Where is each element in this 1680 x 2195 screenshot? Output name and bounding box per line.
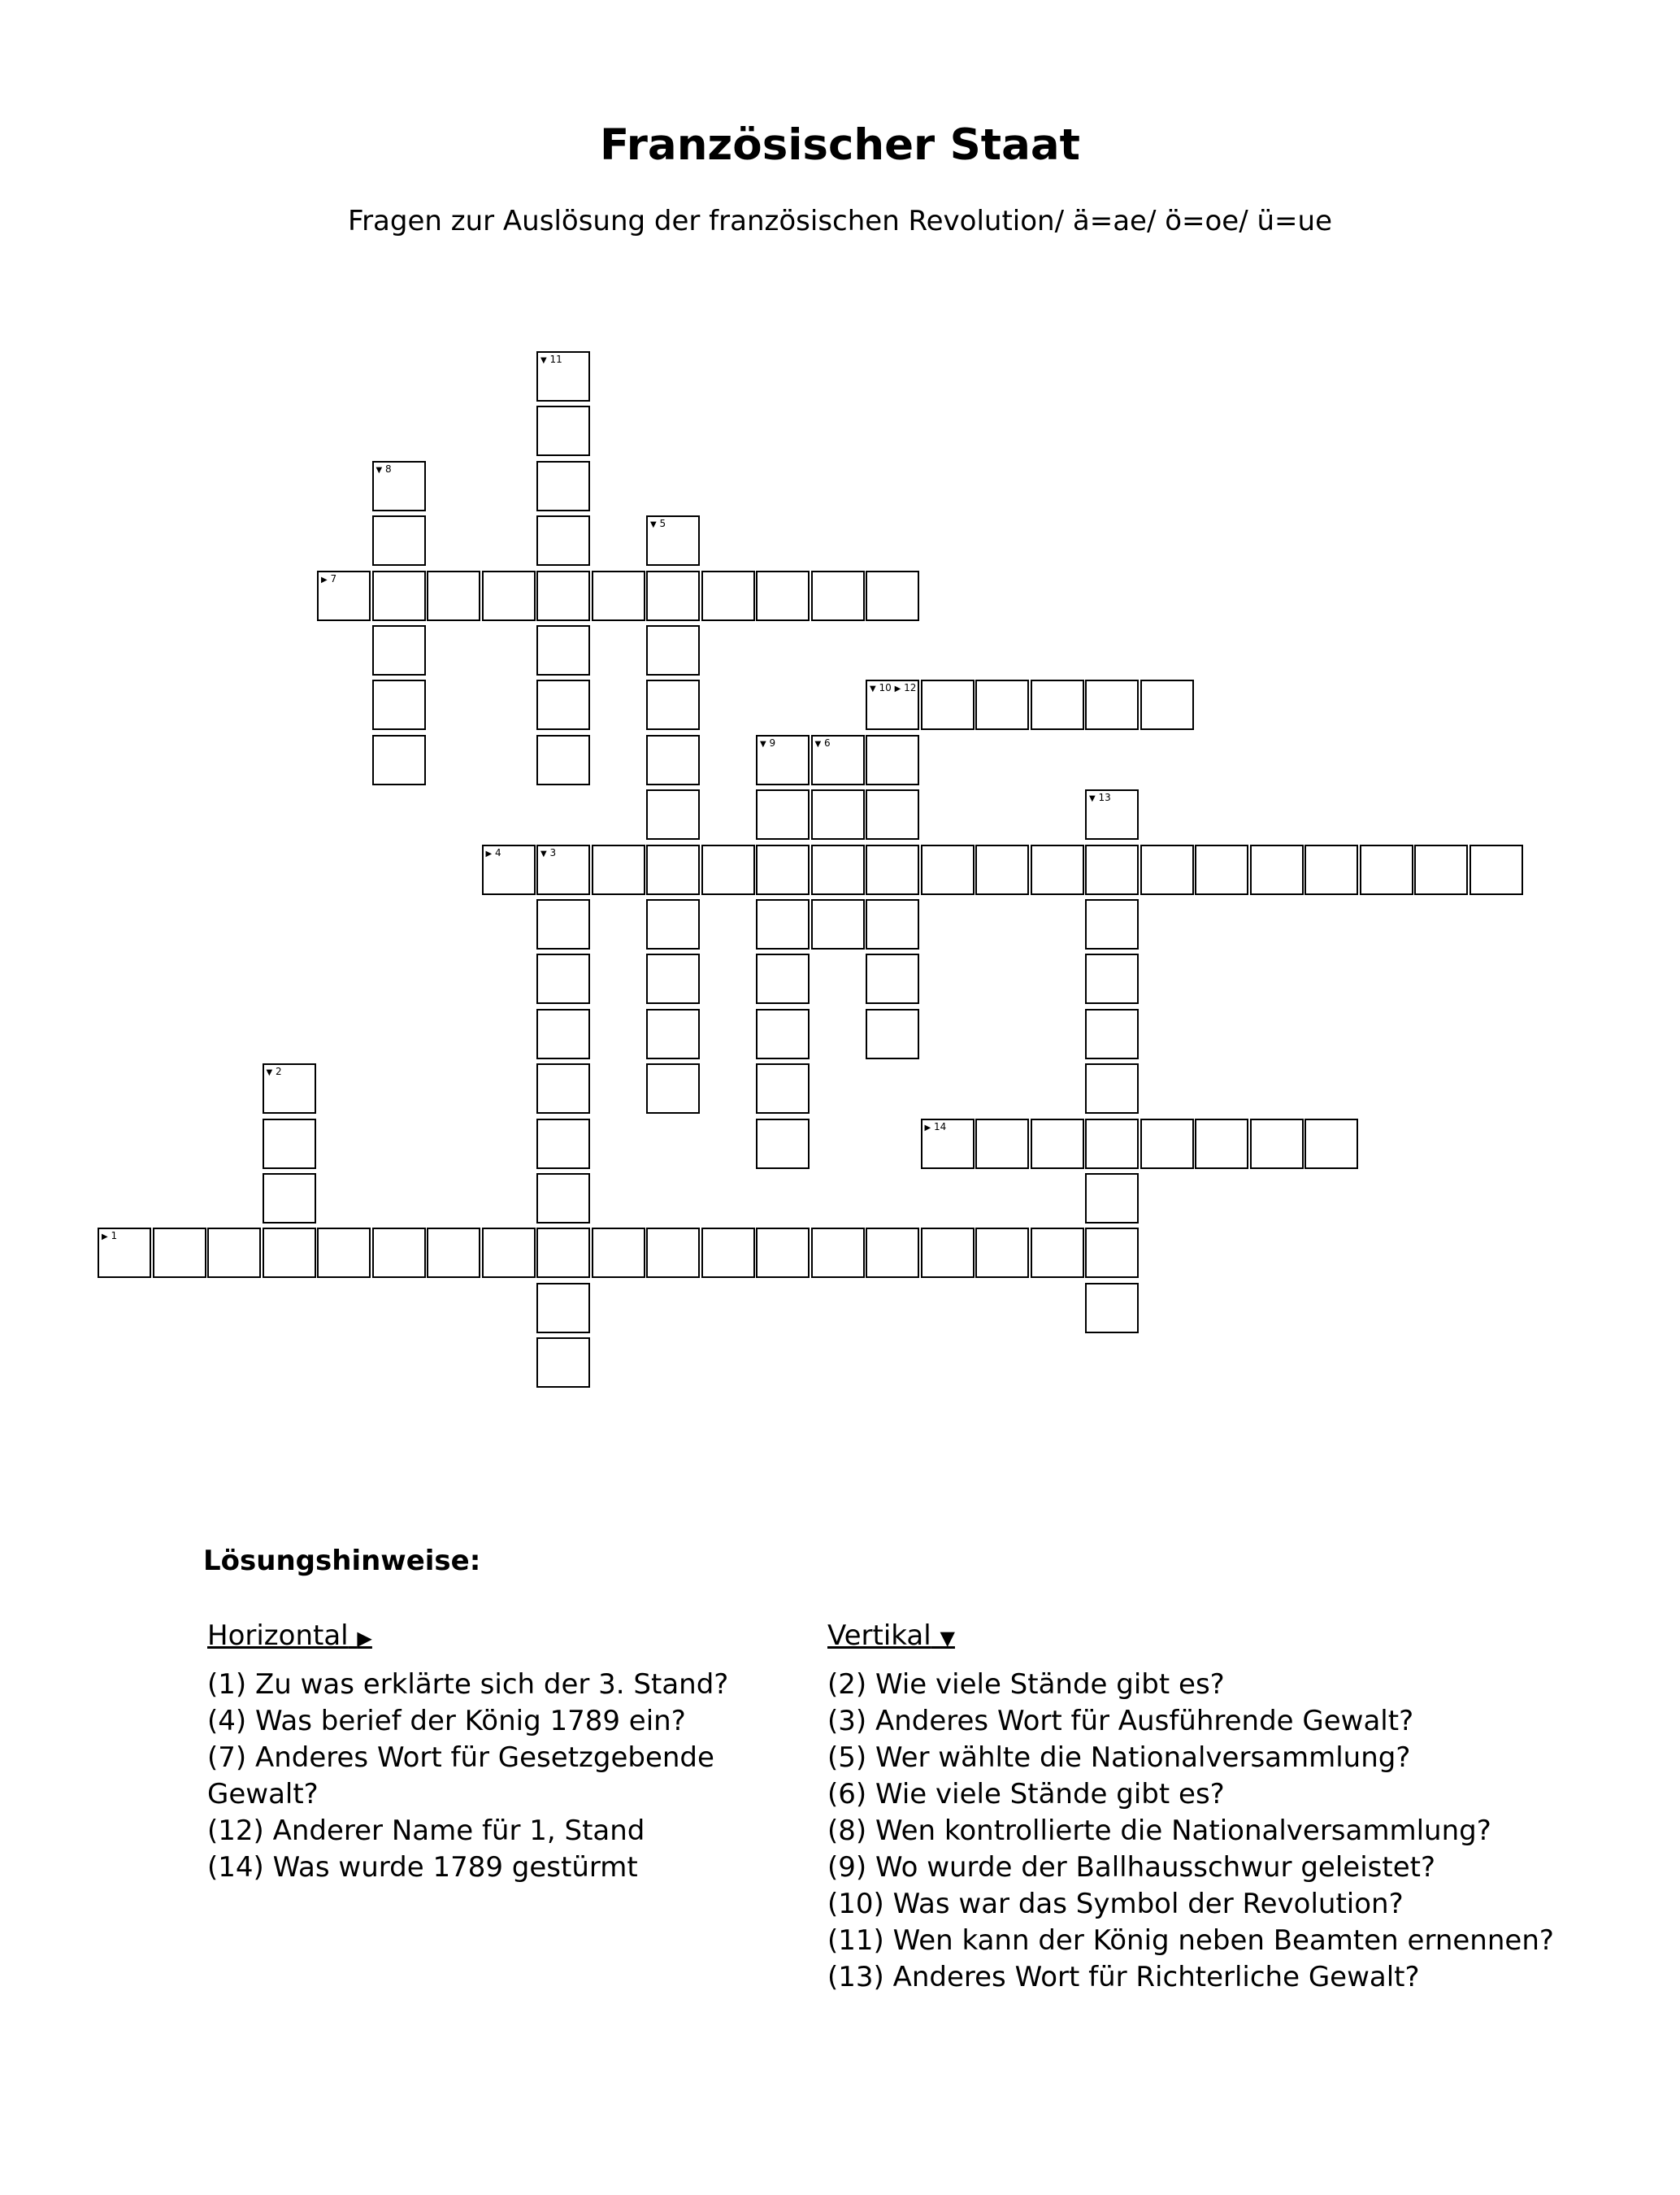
horizontal-clue: (7) Anderes Wort für Gesetzgebende Gewalt?: [207, 1741, 714, 1810]
crossword-cell[interactable]: [482, 571, 536, 621]
crossword-cell[interactable]: [1085, 845, 1139, 895]
crossword-cell[interactable]: [811, 571, 865, 621]
clue-number: [760, 737, 775, 750]
crossword-cell[interactable]: [592, 571, 645, 621]
triangle-right-icon: ▶: [357, 1627, 372, 1650]
triangle-down-icon: ▼: [376, 465, 383, 475]
crossword-cell[interactable]: [372, 625, 426, 676]
crossword-cell[interactable]: [317, 571, 371, 621]
triangle-down-icon: ▼: [540, 356, 547, 365]
crossword-cell[interactable]: [811, 1228, 865, 1278]
crossword-cell[interactable]: [1085, 1119, 1139, 1169]
crossword-cell[interactable]: [317, 1228, 371, 1278]
crossword-cell[interactable]: [646, 515, 700, 566]
clue-number-text: 2: [272, 1066, 282, 1078]
crossword-cell[interactable]: [1414, 845, 1468, 895]
triangle-right-icon: ▶: [924, 1123, 931, 1132]
crossword-cell[interactable]: [975, 680, 1029, 730]
clue-number-text: 6: [821, 737, 831, 749]
crossword-cell[interactable]: [427, 1228, 480, 1278]
crossword-cell[interactable]: [536, 1063, 590, 1114]
crossword-cell[interactable]: [756, 789, 810, 840]
crossword-cell[interactable]: [536, 625, 590, 676]
triangle-down-icon: ▼: [760, 739, 766, 749]
crossword-cell[interactable]: [646, 789, 700, 840]
crossword-cell[interactable]: [536, 351, 590, 402]
clue-number: [321, 573, 336, 586]
crossword-cell[interactable]: [1031, 1119, 1084, 1169]
crossword-cell[interactable]: [756, 571, 810, 621]
clue-number: [267, 1066, 282, 1079]
clue-number: [1089, 792, 1111, 805]
horizontal-title-text: Horizontal: [207, 1619, 349, 1652]
vertical-clue: (3) Anderes Wort für Ausführende Gewalt?: [827, 1705, 1414, 1737]
crossword-cell[interactable]: [975, 1228, 1029, 1278]
crossword-cell[interactable]: [646, 571, 700, 621]
crossword-cell[interactable]: [866, 680, 919, 730]
crossword-cell[interactable]: [536, 406, 590, 456]
crossword-cell[interactable]: [98, 1228, 151, 1278]
crossword-cell[interactable]: [372, 1228, 426, 1278]
clue-number: [376, 463, 392, 476]
crossword-cell[interactable]: [482, 845, 536, 895]
triangle-down-icon: ▼: [940, 1627, 955, 1650]
crossword-cell[interactable]: [207, 1228, 261, 1278]
crossword-cell[interactable]: [811, 789, 865, 840]
crossword-cell[interactable]: [536, 1173, 590, 1224]
crossword-cell[interactable]: [921, 1119, 975, 1169]
triangle-down-icon: ▼: [814, 739, 822, 749]
vertical-clues: [827, 1618, 1624, 1996]
crossword-cell[interactable]: [646, 1009, 700, 1059]
crossword-cell[interactable]: [1250, 1119, 1304, 1169]
clue-number-text: 11: [546, 354, 562, 365]
crossword-cell[interactable]: [536, 1337, 590, 1388]
crossword-cell[interactable]: [756, 845, 810, 895]
clue-number-text: 10: [875, 682, 895, 694]
crossword-cell[interactable]: [427, 571, 480, 621]
triangle-down-icon: ▼: [870, 685, 876, 694]
clue-number: [815, 737, 831, 750]
clue-number: [540, 354, 562, 367]
crossword-cell[interactable]: [1085, 1283, 1139, 1333]
crossword-cell[interactable]: [866, 1009, 919, 1059]
horizontal-clue: (4) Was berief der König 1789 ein?: [207, 1705, 686, 1737]
horizontal-clue: (14) Was wurde 1789 gestürmt: [207, 1851, 638, 1884]
clue-number: [102, 1230, 117, 1243]
crossword-cell[interactable]: [866, 899, 919, 950]
vertical-clue: (6) Wie viele Stände gibt es?: [827, 1778, 1225, 1810]
crossword-cell[interactable]: [701, 571, 755, 621]
crossword-cell[interactable]: [1031, 845, 1084, 895]
vertical-clue: (11) Wen kann der König neben Beamten ernennen?: [827, 1924, 1554, 1957]
crossword-cell[interactable]: [921, 1228, 975, 1278]
crossword-cell[interactable]: [646, 899, 700, 950]
clue-number-text: 4: [492, 846, 501, 858]
crossword-cell[interactable]: [701, 1228, 755, 1278]
crossword-cell[interactable]: [646, 954, 700, 1004]
clue-number-text: 3: [546, 846, 557, 858]
clue-number: [870, 682, 916, 695]
triangle-right-icon: ▶: [102, 1232, 108, 1242]
crossword-cell[interactable]: [372, 680, 426, 730]
crossword-cell[interactable]: [646, 1228, 700, 1278]
crossword-cell[interactable]: [1140, 680, 1194, 730]
crossword-cell[interactable]: [975, 845, 1029, 895]
crossword-cell[interactable]: [536, 680, 590, 730]
crossword-cell[interactable]: [921, 680, 975, 730]
horizontal-clue: (12) Anderer Name für 1, Stand: [207, 1815, 645, 1847]
clue-number: [925, 1121, 947, 1134]
crossword-cell[interactable]: [1085, 1173, 1139, 1224]
crossword-cell[interactable]: [1085, 789, 1139, 840]
crossword-cell[interactable]: [756, 1063, 810, 1114]
crossword-cell[interactable]: [1469, 845, 1523, 895]
horizontal-clue: (1) Zu was erklärte sich der 3. Stand?: [207, 1668, 729, 1701]
clue-number-text: 9: [766, 737, 776, 749]
crossword-cell[interactable]: [1304, 845, 1358, 895]
clue-number-text: 5: [656, 518, 666, 530]
crossword-cell[interactable]: [372, 461, 426, 511]
crossword-cell[interactable]: [1304, 1119, 1358, 1169]
crossword-cell[interactable]: [536, 735, 590, 785]
crossword-cell[interactable]: [263, 1228, 316, 1278]
vertical-clue: (5) Wer wählte die Nationalversammlung?: [827, 1741, 1411, 1774]
clue-number: [486, 847, 501, 860]
vertical-clue: (9) Wo wurde der Ballhausschwur geleistet?: [827, 1851, 1435, 1884]
crossword-cell[interactable]: [372, 735, 426, 785]
crossword-cell[interactable]: [536, 1283, 590, 1333]
crossword-cell[interactable]: [866, 954, 919, 1004]
crossword-cell[interactable]: [756, 1119, 810, 1169]
crossword-cell[interactable]: [1085, 1063, 1139, 1114]
crossword-cell[interactable]: [1140, 1119, 1194, 1169]
triangle-right-icon: ▶: [321, 575, 328, 585]
clue-number-text: 8: [382, 463, 392, 475]
horizontal-clue-list: [207, 1667, 768, 1886]
crossword-cell[interactable]: [482, 1228, 536, 1278]
crossword-cell[interactable]: [1085, 954, 1139, 1004]
horizontal-title: [207, 1618, 372, 1657]
crossword-cell[interactable]: [1085, 680, 1139, 730]
crossword-cell[interactable]: [536, 954, 590, 1004]
page-subtitle: Fragen zur Auslösung der französischen Revolution/ ä=ae/ ö=oe/ ü=ue: [347, 205, 1332, 237]
crossword-cell[interactable]: [646, 625, 700, 676]
clue-number: [650, 518, 666, 531]
crossword-cell[interactable]: [756, 1228, 810, 1278]
crossword-cell[interactable]: [536, 1009, 590, 1059]
crossword-cell[interactable]: [263, 1173, 316, 1224]
triangle-down-icon: ▼: [540, 849, 547, 858]
crossword-cell[interactable]: [1140, 845, 1194, 895]
crossword-cell[interactable]: [263, 1063, 316, 1114]
clue-number-text: 14: [931, 1120, 947, 1132]
crossword-cell[interactable]: [866, 789, 919, 840]
crossword-cell[interactable]: [536, 1119, 590, 1169]
crossword-cell[interactable]: [756, 1009, 810, 1059]
crossword-cell[interactable]: [263, 1119, 316, 1169]
crossword-cell[interactable]: [646, 1063, 700, 1114]
crossword-cell[interactable]: [536, 515, 590, 566]
crossword-cell[interactable]: [536, 845, 590, 895]
crossword-cell[interactable]: [756, 899, 810, 950]
crossword-cell[interactable]: [975, 1119, 1029, 1169]
crossword-cell[interactable]: [1031, 1228, 1084, 1278]
crossword-cell[interactable]: [1195, 845, 1248, 895]
crossword-cell[interactable]: [866, 571, 919, 621]
crossword-cell[interactable]: [153, 1228, 206, 1278]
crossword-cell[interactable]: [1250, 845, 1304, 895]
triangle-right-icon: ▶: [894, 685, 901, 694]
hints-heading: Lösungshinweise:: [203, 1545, 481, 1577]
crossword-cell[interactable]: [811, 735, 865, 785]
crossword-cell[interactable]: [921, 845, 975, 895]
page-title: Französischer Staat: [599, 120, 1081, 170]
crossword-cell[interactable]: [811, 845, 865, 895]
crossword-cell[interactable]: [536, 461, 590, 511]
crossword-cell[interactable]: [1360, 845, 1413, 895]
vertical-clue: (13) Anderes Wort für Richterliche Gewalt?: [827, 1961, 1420, 1993]
crossword-cell[interactable]: [866, 845, 919, 895]
crossword-cell[interactable]: [866, 735, 919, 785]
vertical-title: [827, 1618, 955, 1657]
crossword-cell[interactable]: [701, 845, 755, 895]
crossword-cell[interactable]: [866, 1228, 919, 1278]
vertical-clue: (2) Wie viele Stände gibt es?: [827, 1668, 1225, 1701]
crossword-cell[interactable]: [756, 735, 810, 785]
triangle-down-icon: ▼: [266, 1068, 273, 1078]
vertical-clue-list: [827, 1667, 1624, 1996]
crossword-cell[interactable]: [646, 735, 700, 785]
crossword-cell[interactable]: [1031, 680, 1084, 730]
triangle-right-icon: ▶: [485, 849, 493, 858]
vertical-title-text: Vertikal: [827, 1619, 931, 1652]
crossword-cell[interactable]: [536, 1228, 590, 1278]
clue-number-text: 13: [1095, 792, 1111, 804]
crossword-cell[interactable]: [592, 1228, 645, 1278]
crossword-cell[interactable]: [592, 845, 645, 895]
vertical-clue: (10) Was war das Symbol der Revolution?: [827, 1888, 1404, 1920]
triangle-down-icon: ▼: [1089, 794, 1096, 804]
crossword-cell[interactable]: [646, 680, 700, 730]
vertical-clue: (8) Wen kontrollierte die Nationalversammlung?: [827, 1815, 1491, 1847]
clue-number-text: 1: [107, 1230, 118, 1242]
clue-number-text: 12: [901, 682, 917, 694]
crossword-cell[interactable]: [372, 571, 426, 621]
crossword-cell[interactable]: [536, 571, 590, 621]
crossword-cell[interactable]: [1085, 1228, 1139, 1278]
clue-number-text: 7: [327, 572, 337, 585]
clue-number: [540, 847, 556, 860]
triangle-down-icon: ▼: [650, 520, 657, 530]
crossword-cell[interactable]: [1085, 899, 1139, 950]
crossword-cell[interactable]: [1085, 1009, 1139, 1059]
crossword-cell[interactable]: [1195, 1119, 1248, 1169]
crossword-cell[interactable]: [811, 899, 865, 950]
crossword-cell[interactable]: [756, 954, 810, 1004]
horizontal-clues: [207, 1618, 768, 1886]
crossword-cell[interactable]: [646, 845, 700, 895]
crossword-cell[interactable]: [372, 515, 426, 566]
crossword-cell[interactable]: [536, 899, 590, 950]
